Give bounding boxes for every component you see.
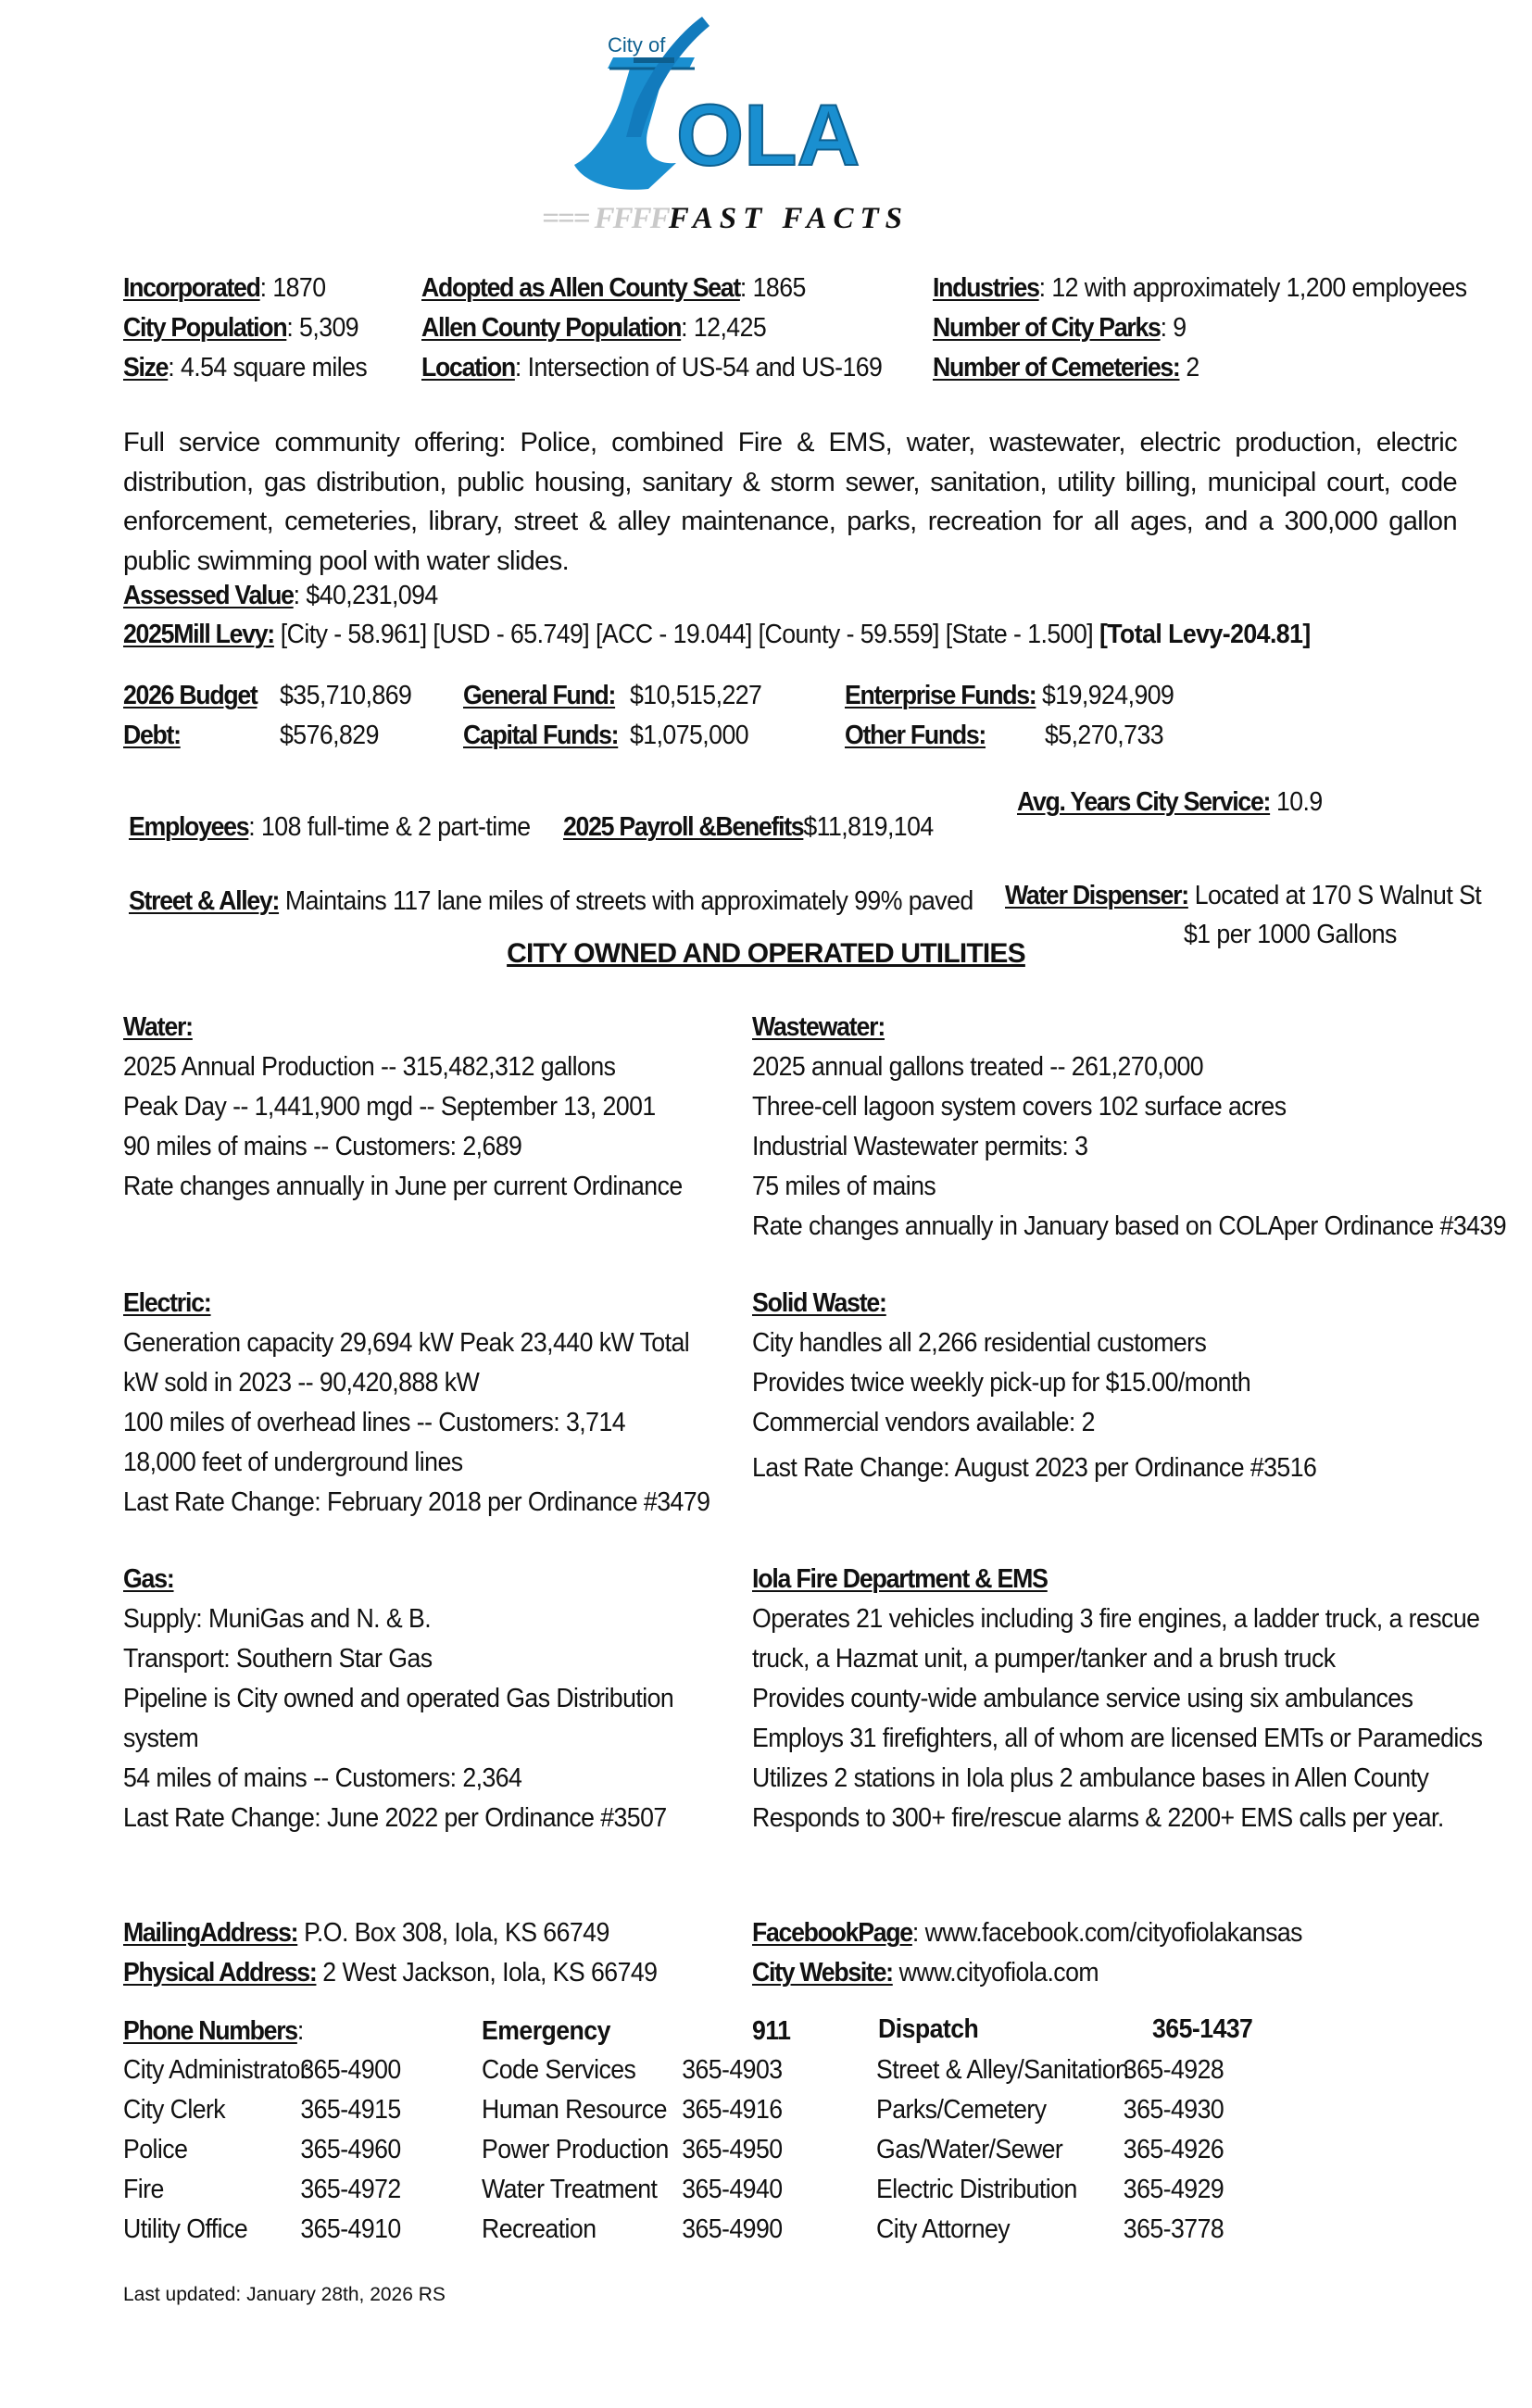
fast-facts-title bbox=[542, 202, 909, 236]
phone-number[interactable]: 365-4960 bbox=[300, 2135, 401, 2164]
phone-row bbox=[482, 2210, 783, 2250]
logo-name-text bbox=[0, 0, 1, 1]
water-line: Rate changes annually in June per current Ordinance bbox=[123, 1172, 683, 1201]
wastewater-line: Industrial Wastewater permits: 3 bbox=[752, 1132, 1088, 1161]
electric-line: Last Rate Change: February 2018 per Ordinance #3479 bbox=[123, 1487, 710, 1517]
wastewater-line: 75 miles of mains bbox=[752, 1172, 936, 1201]
phone-number[interactable]: 365-4915 bbox=[300, 2095, 401, 2125]
phone-label: Street & Alley/Sanitation bbox=[876, 2055, 1129, 2085]
phone-row bbox=[482, 2090, 783, 2130]
wastewater-line: Three-cell lagoon system covers 102 surface acres bbox=[752, 1092, 1287, 1122]
solid-waste-section bbox=[752, 1284, 1365, 1488]
phone-label: Utility Office bbox=[123, 2214, 248, 2244]
fact-county-seat: Adopted as Allen County Seat: 1865 bbox=[421, 273, 806, 303]
wastewater-line: 2025 annual gallons treated -- 261,270,000 bbox=[752, 1052, 1204, 1082]
phone-label: Water Treatment bbox=[482, 2175, 658, 2204]
fire-line: Utilizes 2 stations in Iola plus 2 ambulance bases in Allen County bbox=[752, 1763, 1429, 1793]
phone-number[interactable]: 365-4929 bbox=[1123, 2175, 1224, 2204]
fact-city-population: City Population: 5,309 bbox=[123, 313, 359, 343]
phone-label: City Attorney bbox=[876, 2214, 1011, 2244]
gas-section bbox=[123, 1560, 722, 1838]
phone-label: Recreation bbox=[482, 2214, 596, 2244]
enterprise-funds-label: Enterprise Funds: bbox=[845, 681, 1036, 710]
fire-line: Responds to 300+ fire/rescue alarms & 2200+ EMS calls per year. bbox=[752, 1803, 1444, 1833]
city-website[interactable]: City Website: www.cityofiola.com bbox=[752, 1958, 1099, 1988]
fact-location: Location: Intersection of US-54 and US-169 bbox=[421, 353, 883, 383]
electric-line: 18,000 feet of underground lines bbox=[123, 1448, 463, 1477]
fire-line: Provides county-wide ambulance service using six ambulances bbox=[752, 1684, 1413, 1713]
fire-heading: Iola Fire Department & EMS bbox=[752, 1564, 1048, 1594]
budget-value: $35,710,869 bbox=[280, 681, 412, 710]
phone-label: Code Services bbox=[482, 2055, 636, 2085]
solid-waste-heading: Solid Waste: bbox=[752, 1288, 886, 1318]
mailing-address: MailingAddress: P.O. Box 308, Iola, KS 66749 bbox=[123, 1918, 609, 1948]
mill-levy: 2025Mill Levy: [City - 58.961] [USD - 65.749] [ACC - 19.044] [County - 59.559] [State - 1.500] [Total Levy-204.81] bbox=[123, 620, 1311, 649]
phone-row bbox=[482, 2130, 783, 2170]
last-updated: Last updated: January 28th, 2026 RS bbox=[123, 2284, 446, 2305]
water-line: 2025 Annual Production -- 315,482,312 gallons bbox=[123, 1052, 616, 1082]
gas-line: Last Rate Change: June 2022 per Ordinance #3507 bbox=[123, 1803, 667, 1833]
fact-county-population: Allen County Population: 12,425 bbox=[421, 313, 767, 343]
physical-address: Physical Address: 2 West Jackson, Iola, KS 66749 bbox=[123, 1958, 658, 1988]
gas-line: Pipeline is City owned and operated Gas Distribution bbox=[123, 1684, 674, 1713]
phone-number[interactable]: 365-4930 bbox=[1123, 2095, 1224, 2125]
water-section bbox=[123, 1008, 731, 1207]
phone-row bbox=[876, 2090, 1224, 2130]
phone-number[interactable]: 365-4916 bbox=[682, 2095, 783, 2125]
gas-heading: Gas: bbox=[123, 1564, 174, 1594]
phone-row bbox=[482, 2051, 783, 2090]
assessed-value: Assessed Value: $40,231,094 bbox=[123, 581, 438, 610]
logo-name: OLA bbox=[676, 86, 860, 183]
phone-row bbox=[876, 2130, 1224, 2170]
phone-row bbox=[123, 2090, 401, 2130]
emergency-header: Emergency bbox=[482, 2016, 610, 2046]
electric-section bbox=[123, 1284, 760, 1523]
phone-label: Fire bbox=[123, 2175, 164, 2204]
phone-label: Electric Distribution bbox=[876, 2175, 1077, 2204]
gas-line: Transport: Southern Star Gas bbox=[123, 1644, 433, 1674]
fire-section bbox=[752, 1560, 1532, 1838]
street-alley: Street & Alley: Maintains 117 lane miles of streets with approximately 99% paved bbox=[129, 886, 973, 916]
phone-row bbox=[123, 2210, 401, 2250]
phone-row bbox=[876, 2051, 1224, 2090]
capital-funds-label: Capital Funds: bbox=[463, 721, 619, 750]
phone-label: Parks/Cemetery bbox=[876, 2095, 1047, 2125]
phone-row bbox=[876, 2210, 1224, 2250]
capital-funds-value: $1,075,000 bbox=[630, 721, 749, 750]
general-fund-label: General Fund: bbox=[463, 681, 616, 710]
budget-label: 2026 Budget bbox=[123, 681, 257, 710]
services-paragraph: Full service community offering: Police, combined Fire & EMS, water, wastewater, electric production, electric distribution, gas distribution, public housing, sanitary & storm sewer, sanitation, utility billing, municipal court, code enforcement, cemeteries, library, street & alley maintenance, parks, recreation for all ages, and a 300,000 gallon public swimming pool with water slides. bbox=[123, 428, 1457, 576]
water-dispenser-rate: $1 per 1000 Gallons bbox=[1184, 920, 1397, 949]
water-line: 90 miles of mains -- Customers: 2,689 bbox=[123, 1132, 522, 1161]
enterprise-funds-value: $19,924,909 bbox=[1042, 681, 1174, 710]
phone-number[interactable]: 365-4926 bbox=[1123, 2135, 1224, 2164]
utilities-title: CITY OWNED AND OPERATED UTILITIES bbox=[507, 938, 1025, 969]
phone-label: City Clerk bbox=[123, 2095, 226, 2125]
phone-row bbox=[123, 2130, 401, 2170]
other-funds-label: Other Funds: bbox=[845, 721, 986, 750]
electric-line: 100 miles of overhead lines -- Customers: 3,714 bbox=[123, 1408, 626, 1437]
fact-industries: Industries: 12 with approximately 1,200 employees bbox=[933, 273, 1467, 303]
water-line: Peak Day -- 1,441,900 mgd -- September 13, 2001 bbox=[123, 1092, 656, 1122]
facebook-page[interactable]: FacebookPage: www.facebook.com/cityofiolakansas bbox=[752, 1918, 1302, 1948]
phone-label: Gas/Water/Sewer bbox=[876, 2135, 1063, 2164]
fast-facts-ghost: === FFFF bbox=[542, 202, 669, 235]
avg-years-service: Avg. Years City Service: 10.9 bbox=[1017, 787, 1323, 817]
dispatch-header: Dispatch bbox=[878, 2014, 979, 2044]
wastewater-heading: Wastewater: bbox=[752, 1012, 885, 1042]
emergency-number: 911 bbox=[752, 2016, 791, 2046]
gas-line: Supply: MuniGas and N. & B. bbox=[123, 1604, 432, 1634]
solid-waste-line: Commercial vendors available: 2 bbox=[752, 1408, 1095, 1437]
phone-label: Police bbox=[123, 2135, 188, 2164]
phone-label: Power Production bbox=[482, 2135, 669, 2164]
phone-number[interactable]: 365-4950 bbox=[682, 2135, 783, 2164]
payroll-benefits: 2025 Payroll &Benefits$11,819,104 bbox=[563, 812, 934, 842]
phone-row bbox=[123, 2051, 401, 2090]
phone-numbers-header: Phone Numbers: bbox=[123, 2016, 304, 2046]
water-heading: Water: bbox=[123, 1012, 193, 1042]
phone-number[interactable]: 365-4903 bbox=[682, 2055, 783, 2085]
dispatch-number: 365-1437 bbox=[1152, 2014, 1253, 2044]
fact-incorporated: Incorporated: 1870 bbox=[123, 273, 326, 303]
phone-number[interactable]: 365-4910 bbox=[300, 2214, 401, 2244]
wastewater-section bbox=[752, 1008, 1532, 1247]
electric-heading: Electric: bbox=[123, 1288, 211, 1318]
electric-line: kW sold in 2023 -- 90,420,888 kW bbox=[123, 1368, 480, 1398]
solid-waste-line: City handles all 2,266 residential customers bbox=[752, 1328, 1207, 1358]
phone-number[interactable]: 365-4900 bbox=[300, 2055, 401, 2085]
logo-city-of: City of bbox=[608, 33, 666, 56]
gas-line: 54 miles of mains -- Customers: 2,364 bbox=[123, 1763, 522, 1793]
phone-number[interactable]: 365-4972 bbox=[300, 2175, 401, 2204]
phone-label: Human Resource bbox=[482, 2095, 667, 2125]
solid-waste-line: Provides twice weekly pick-up for $15.00/month bbox=[752, 1368, 1251, 1398]
phone-label: City Administrator bbox=[123, 2055, 308, 2085]
general-fund-value: $10,515,227 bbox=[630, 681, 762, 710]
wastewater-line: Rate changes annually in January based on COLAper Ordinance #3439 bbox=[752, 1211, 1506, 1241]
fact-city-parks: Number of City Parks: 9 bbox=[933, 313, 1187, 343]
phone-number[interactable]: 365-4928 bbox=[1123, 2055, 1224, 2085]
phone-row bbox=[123, 2170, 401, 2210]
gas-line: system bbox=[123, 1724, 199, 1753]
fire-line: Operates 21 vehicles including 3 fire engines, a ladder truck, a rescue bbox=[752, 1604, 1480, 1634]
phone-number[interactable]: 365-4940 bbox=[682, 2175, 783, 2204]
fact-cemeteries: Number of Cemeteries: 2 bbox=[933, 353, 1199, 383]
fact-size: Size: 4.54 square miles bbox=[123, 353, 368, 383]
fast-facts-text: FAST FACTS bbox=[668, 202, 909, 235]
water-dispenser: Water Dispenser: Located at 170 S Walnut St bbox=[1005, 881, 1482, 910]
phone-number[interactable]: 365-3778 bbox=[1123, 2214, 1224, 2244]
city-logo bbox=[537, 17, 926, 211]
debt-label: Debt: bbox=[123, 721, 181, 750]
other-funds-value: $5,270,733 bbox=[1045, 721, 1164, 750]
phone-row bbox=[876, 2170, 1224, 2210]
fire-line: truck, a Hazmat unit, a pumper/tanker and a brush truck bbox=[752, 1644, 1336, 1674]
solid-waste-line: Last Rate Change: August 2023 per Ordinance #3516 bbox=[752, 1453, 1317, 1483]
electric-line: Generation capacity 29,694 kW Peak 23,440 kW Total bbox=[123, 1328, 690, 1358]
phone-number[interactable]: 365-4990 bbox=[682, 2214, 783, 2244]
debt-value: $576,829 bbox=[280, 721, 379, 750]
fire-line: Employs 31 firefighters, all of whom are licensed EMTs or Paramedics bbox=[752, 1724, 1483, 1753]
phone-row bbox=[482, 2170, 783, 2210]
employees: Employees: 108 full-time & 2 part-time bbox=[129, 812, 531, 842]
